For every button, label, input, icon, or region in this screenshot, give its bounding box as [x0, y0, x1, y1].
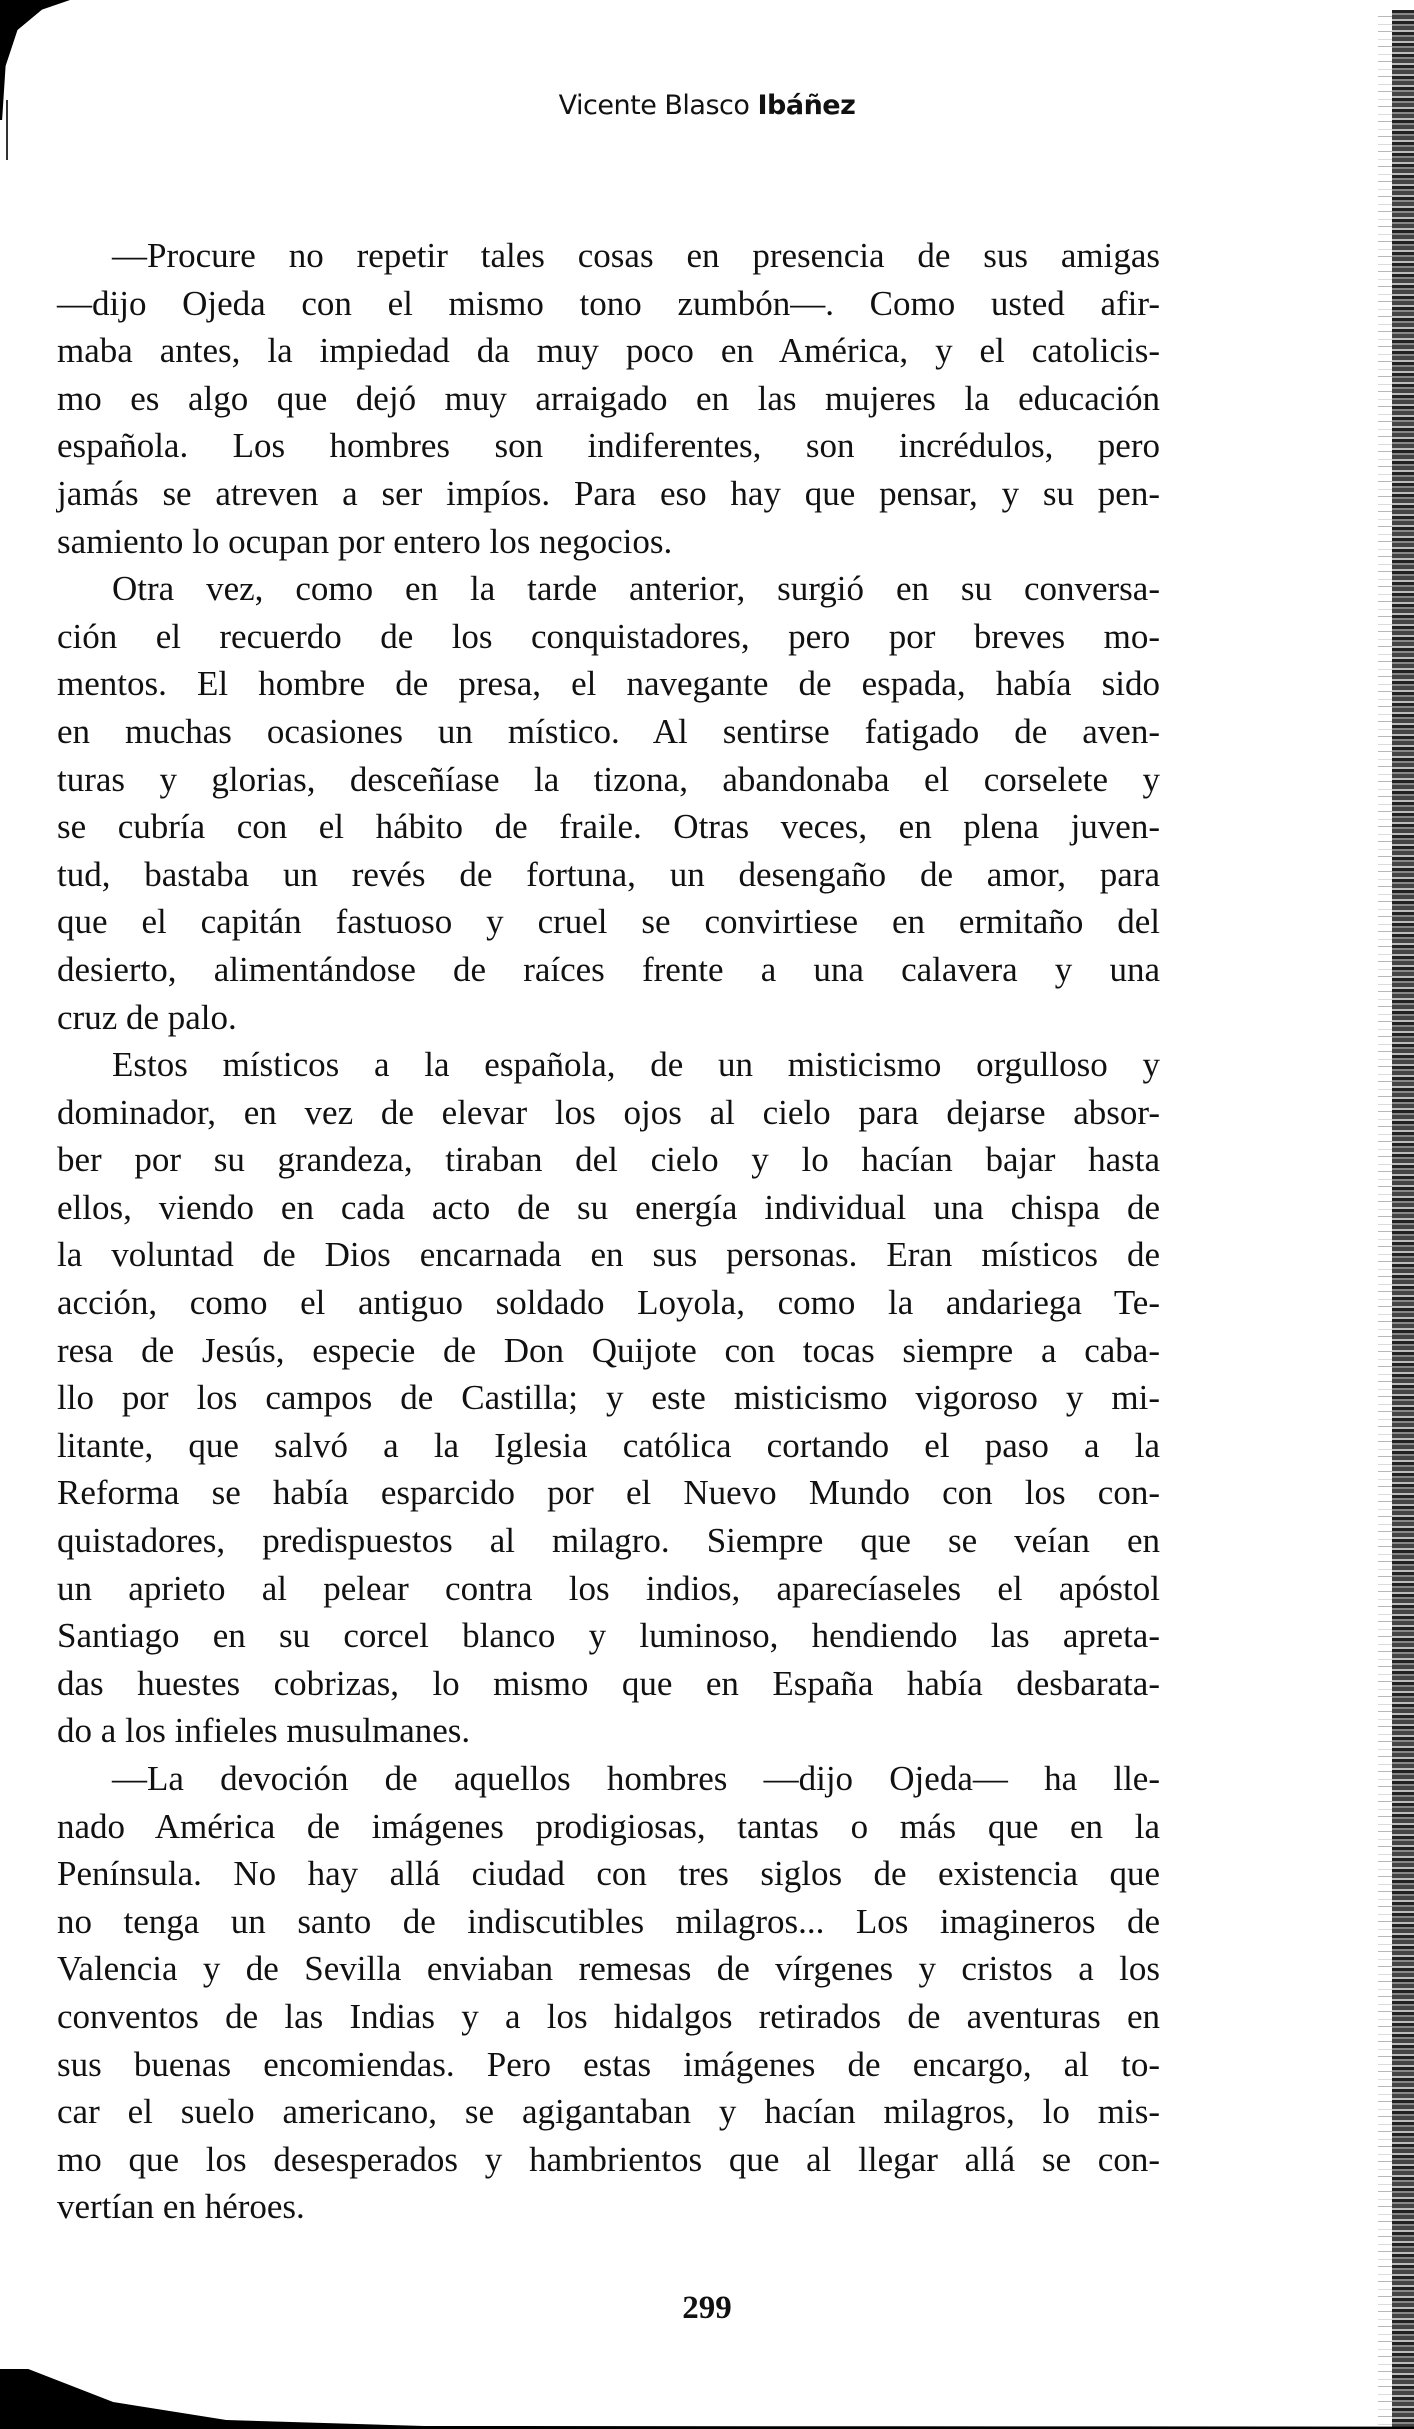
- text-line: Península. No hay allá ciudad con tres siglos de existencia que: [57, 1854, 1160, 1894]
- text-line: en muchas ocasiones un místico. Al sentirse fatigado de aven-: [57, 711, 1160, 751]
- body-text: [57, 232, 1160, 2231]
- text-line: Reforma se había esparcido por el Nuevo Mundo con los con-: [57, 1473, 1160, 1513]
- text-line: das huestes cobrizas, lo mismo que en España había desbarata-: [57, 1663, 1160, 1703]
- text-line: un aprieto al pelear contra los indios, aparecíaseles el apóstol: [57, 1568, 1160, 1608]
- text-line: que el capitán fastuoso y cruel se convirtiese en ermitaño del: [57, 902, 1160, 942]
- text-line: do a los infieles musulmanes.: [57, 1711, 471, 1751]
- text-line: Estos místicos a la española, de un misticismo orgulloso y: [112, 1045, 1160, 1085]
- text-line: llo por los campos de Castilla; y este misticismo vigoroso y mi-: [57, 1378, 1160, 1418]
- text-line: sus buenas encomiendas. Pero estas imágenes de encargo, al to-: [57, 2044, 1160, 2084]
- text-line: maba antes, la impiedad da muy poco en América, y el catolicis-: [57, 331, 1160, 371]
- scan-page-edge: [1392, 10, 1414, 2429]
- text-line: jamás se atreven a ser impíos. Para eso hay que pensar, y su pen-: [57, 473, 1160, 513]
- running-header: [0, 90, 1414, 121]
- text-line: —Procure no repetir tales cosas en presencia de sus amigas: [112, 236, 1160, 275]
- text-line: dominador, en vez de elevar los ojos al cielo para dejarse absor-: [57, 1092, 1160, 1132]
- text-line: mentos. El hombre de presa, el navegante de espada, había sido: [57, 664, 1160, 704]
- text-line: resa de Jesús, especie de Don Quijote con tocas siempre a caba-: [57, 1330, 1160, 1370]
- text-line: acción, como el antiguo soldado Loyola, como la andariega Te-: [57, 1283, 1160, 1323]
- text-line: ción el recuerdo de los conquistadores, pero por breves mo-: [57, 616, 1160, 656]
- text-line: española. Los hombres son indiferentes, son incrédulos, pero: [57, 426, 1160, 466]
- author-last-name: Ibáñez: [757, 90, 856, 121]
- page-number: 299: [682, 2290, 732, 2326]
- text-line: conventos de las Indias y a los hidalgos retirados de aventuras en: [57, 1996, 1160, 2036]
- text-line: nado América de imágenes prodigiosas, tantas o más que en la: [57, 1806, 1160, 1846]
- text-line: —dijo Ojeda con el mismo tono zumbón—. Como usted afir-: [57, 283, 1160, 323]
- text-line: desierto, alimentándose de raíces frente a una calavera y una: [57, 949, 1160, 989]
- author-first-name: Vicente Blasco: [558, 90, 750, 121]
- text-line: ber por su grandeza, tiraban del cielo y lo hacían bajar hasta: [57, 1140, 1160, 1180]
- text-line: la voluntad de Dios encarnada en sus personas. Eran místicos de: [57, 1235, 1160, 1275]
- text-line: Valencia y de Sevilla enviaban remesas de vírgenes y cristos a los: [57, 1949, 1160, 1989]
- text-line: Otra vez, como en la tarde anterior, surgió en su conversa-: [112, 569, 1160, 609]
- text-line: —La devoción de aquellos hombres —dijo Ojeda— ha lle-: [112, 1759, 1160, 1798]
- text-line: mo es algo que dejó muy arraigado en las mujeres la educación: [57, 378, 1160, 418]
- text-line: car el suelo americano, se agigantaban y hacían milagros, lo mis-: [57, 2092, 1160, 2132]
- text-line: tud, bastaba un revés de fortuna, un desengaño de amor, para: [57, 854, 1160, 894]
- text-line: quistadores, predispuestos al milagro. Siempre que se veían en: [57, 1521, 1160, 1561]
- scan-bottom-shadow: [0, 2369, 1414, 2429]
- text-line: cruz de palo.: [57, 997, 237, 1037]
- text-line: litante, que salvó a la Iglesia católica cortando el paso a la: [57, 1425, 1160, 1465]
- text-line: vertían en héroes.: [57, 2187, 305, 2227]
- text-line: no tenga un santo de indiscutibles milagros... Los imagineros de: [57, 1901, 1160, 1941]
- text-line: mo que los desesperados y hambrientos que al llegar allá se con-: [57, 2139, 1160, 2179]
- text-line: Santiago en su corcel blanco y luminoso, hendiendo las apreta-: [57, 1616, 1160, 1656]
- text-line: turas y glorias, desceñíase la tizona, abandonaba el corselete y: [57, 759, 1160, 799]
- text-line: ellos, viendo en cada acto de su energía individual una chispa de: [57, 1187, 1160, 1227]
- text-line: samiento lo ocupan por entero los negocios.: [57, 521, 673, 561]
- text-line: se cubría con el hábito de fraile. Otras veces, en plena juven-: [57, 807, 1160, 847]
